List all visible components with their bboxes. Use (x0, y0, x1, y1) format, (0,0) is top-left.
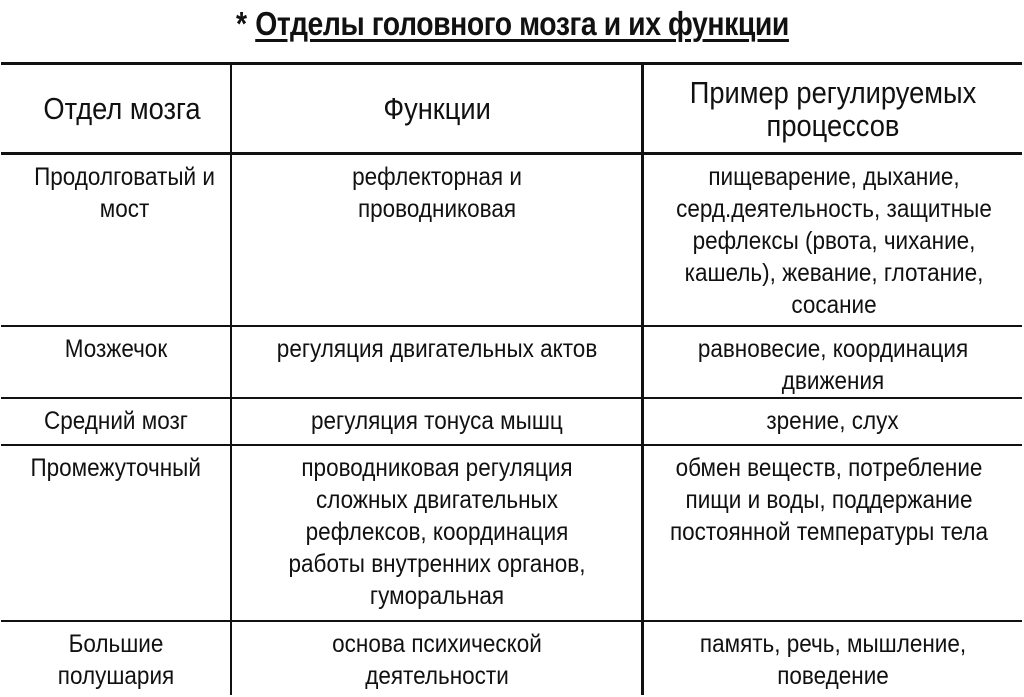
table-row (1, 154, 1022, 326)
row-2-section-text: Мозжечок (64, 334, 168, 363)
title-asterisk: * (235, 5, 247, 42)
row-3-section-text: Средний мозг (43, 407, 188, 436)
row-2-example (643, 326, 1022, 398)
row-4-functions-text: проводниковая регуляция сложных двигательных рефлексов, координация работы внутренних органов, гуморальная (288, 454, 586, 611)
row-5-section-text: Большие полушария (57, 629, 175, 690)
row-4-section (1, 445, 231, 620)
column-divider-1 (230, 62, 232, 695)
column-divider-2 (641, 62, 644, 695)
table-body (1, 154, 1022, 696)
table-row (1, 445, 1022, 620)
row-1-example (643, 154, 1022, 326)
row-4-example-text: обмен веществ, потребление пищи и воды, поддержание постоянной температуры тела (669, 454, 989, 547)
table-row (1, 326, 1022, 398)
title-bar (0, 0, 1024, 52)
row-5-example (643, 621, 1022, 695)
header-functions (231, 64, 643, 154)
page-title (236, 4, 789, 44)
row-1-section (1, 154, 231, 326)
row-3-functions-text: регуляция тонуса мышц (311, 407, 563, 436)
row-4-example (643, 445, 1022, 620)
row-1-section-text: Продолговатый и мост (34, 163, 215, 223)
row-1-functions-text: рефлекторная и проводниковая (352, 163, 522, 223)
row-3-example-text: зрение, слух (766, 407, 899, 436)
row-2-functions (231, 326, 643, 398)
table-row (1, 621, 1022, 695)
header-example (643, 64, 1022, 154)
header-section-label: Отдел мозга (43, 91, 201, 126)
table-row (1, 398, 1022, 445)
row-3-functions (231, 398, 643, 445)
row-2-functions-text: регуляция двигательных актов (276, 334, 598, 363)
header-section (1, 64, 231, 154)
title-text: Отделы головного мозга и их функции (254, 5, 789, 42)
row-3-section (1, 398, 231, 445)
row-1-functions (231, 154, 643, 326)
row-2-section (1, 326, 231, 398)
row-5-section (1, 621, 231, 695)
row-1-example-text: пищеварение, дыхание, серд.деятельность, защитные рефлексы (рвота, чихание, кашель), жевание, глотание, сосание (676, 163, 992, 319)
row-5-functions-text: основа психической деятельности (332, 629, 542, 690)
row-5-functions (231, 621, 643, 695)
table-header (1, 64, 1022, 154)
brain-sections-table (1, 62, 1022, 695)
header-row (1, 64, 1022, 154)
row-5-example-text: память, речь, мышление, поведение (699, 629, 966, 690)
row-2-example-text: равновесие, координация движения (697, 334, 968, 395)
row-4-functions (231, 445, 643, 620)
row-4-section-text: Промежуточный (30, 454, 202, 483)
header-functions-label: Функции (383, 91, 491, 126)
header-example-label: Пример регулируемых процессов (689, 74, 976, 143)
row-3-example (643, 398, 1022, 445)
